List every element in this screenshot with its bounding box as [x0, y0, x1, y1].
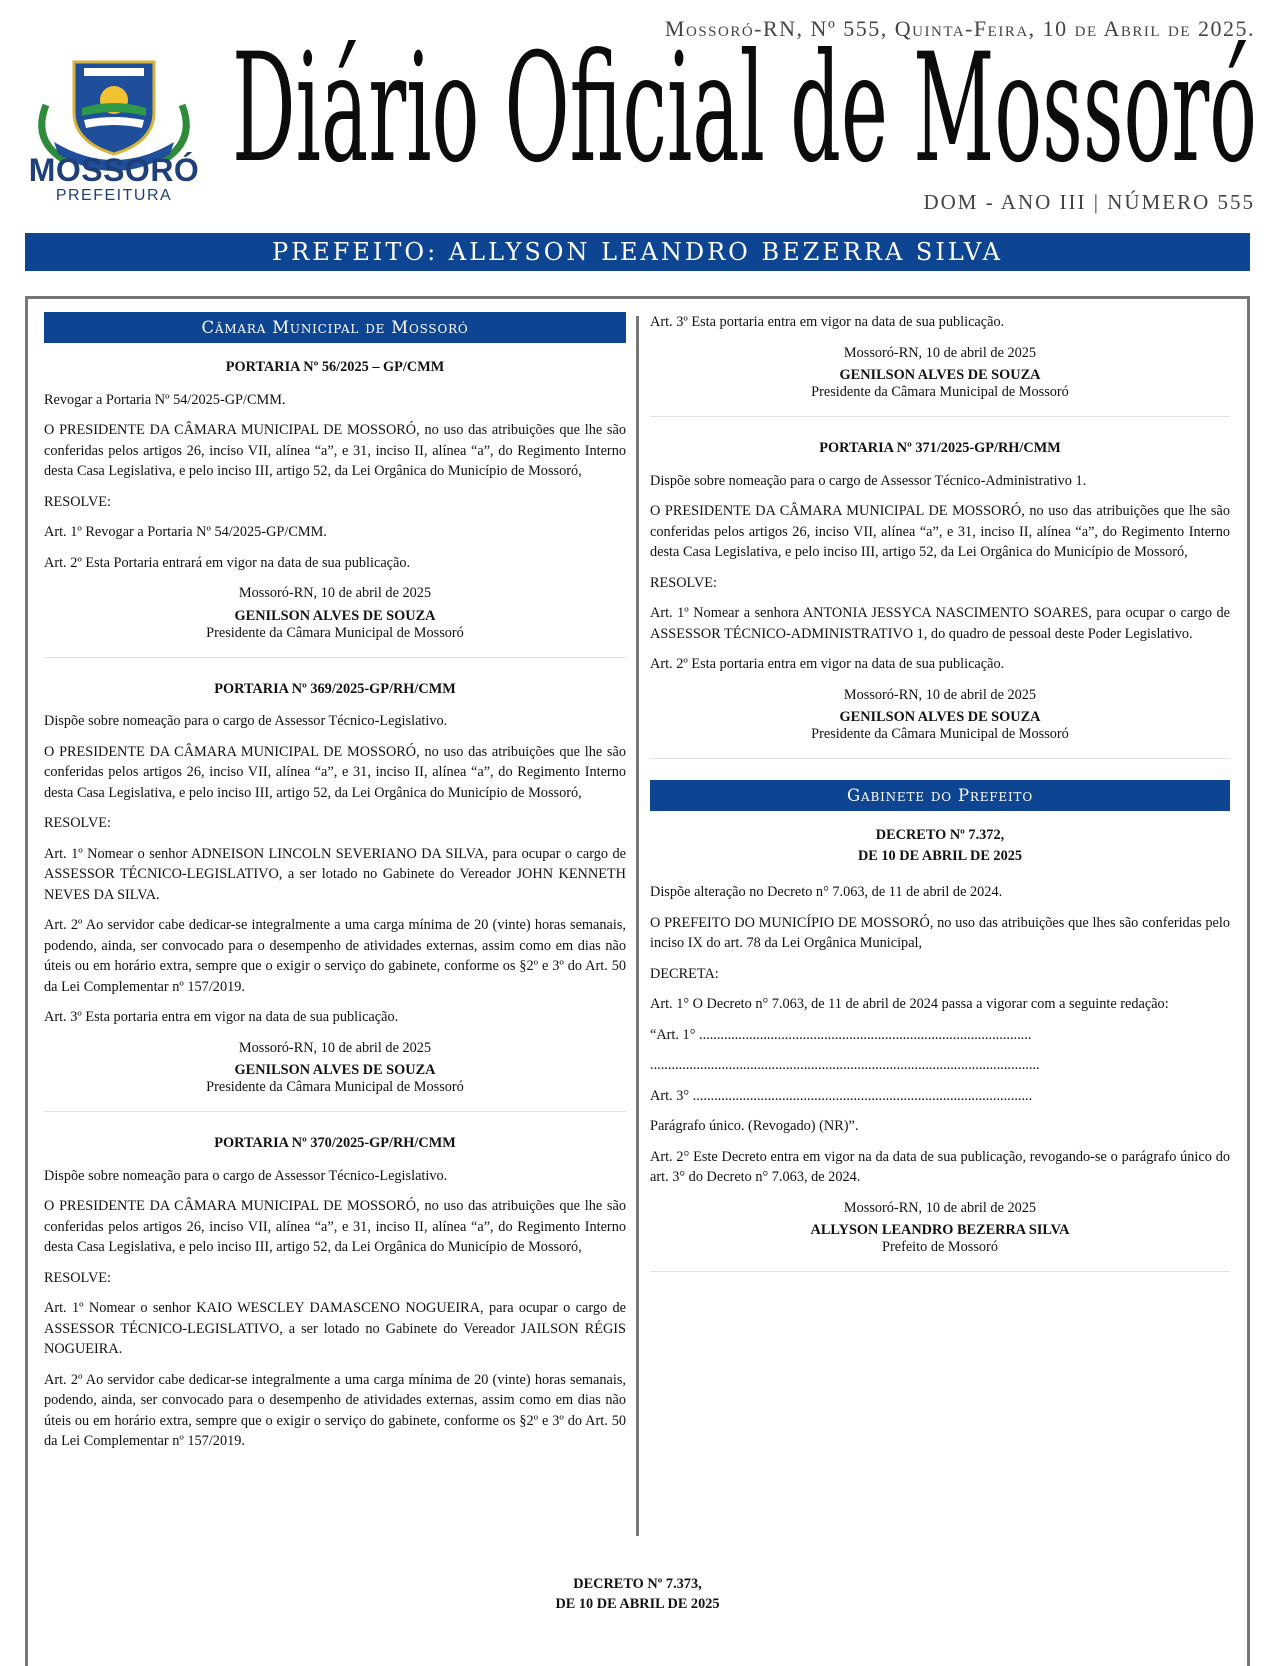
portaria-370-signer: GENILSON ALVES DE SOUZA — [839, 367, 1041, 383]
masthead-title — [232, 30, 1257, 180]
portaria-370-art3: Art. 3º Esta portaria entra em vigor na data de sua publicação. — [650, 314, 1005, 330]
column-divider — [636, 316, 639, 1536]
section-header-camara: Câmara Municipal de Mossoró — [44, 312, 626, 343]
logo-subtitle: PREFEITURA — [55, 187, 173, 204]
separator — [44, 657, 626, 658]
edition-number-line: DOM - ANO III | NÚMERO 555 — [923, 190, 1255, 214]
portaria-371-preamble: O PRESIDENTE DA CÂMARA MUNICIPAL DE MOSSORÓ, no uso das atribuições que lhe são conferidas pelos artigos 26, inciso VII, alínea “a”, e 31, inciso II, alínea “a”, do Regimento Interno desta Casa Legislativa, e pelo inciso III, artigo 52, da Lei Orgânica do Município de Mossoró, — [650, 503, 1230, 560]
portaria-369-preamble: O PRESIDENTE DA CÂMARA MUNICIPAL DE MOSSORÓ, no uso das atribuições que lhe são conferidas pelos artigos 26, inciso VII, alínea “a”, e 31, inciso II, alínea “a”, do Regimento Interno desta Casa Legislativa, e pelo inciso III, artigo 52, da Lei Orgânica do Município de Mossoró, — [44, 743, 626, 801]
portaria-370-resolve: RESOLVE: — [44, 1269, 111, 1286]
decreto-7372-quote-paragraph: Parágrafo único. (Revogado) (NR)”. — [650, 1118, 859, 1134]
portaria-56-place-date: Mossoró-RN, 10 de abril de 2025 — [238, 585, 432, 601]
right-column — [650, 312, 1230, 1293]
issue-date-line: Mossoró-RN, Nº 555, Quinta-Feira, 10 de Abril de 2025. — [664, 16, 1255, 41]
decreto-7372-quote-art1: “Art. 1° ............................................................................................. — [650, 1026, 1032, 1043]
portaria-56-title: PORTARIA Nº 56/2025 – GP/CMM — [225, 359, 445, 375]
portaria-370-title: PORTARIA Nº 370/2025-GP/RH/CMM — [214, 1135, 456, 1151]
decreto-7372-title — [650, 825, 1230, 866]
portaria-369-signer-role: Presidente da Câmara Municipal de Mossoró — [206, 1079, 464, 1095]
logo-wordmark: MOSSORÓ — [28, 152, 200, 188]
portaria-369-title: PORTARIA Nº 369/2025-GP/RH/CMM — [214, 680, 456, 697]
decreto-7372-art2: Art. 2° Este Decreto entra em vigor na da data de sua publicação, revogando-se o parágrafo único do art. 3° do Decreto n° 7.063, de 2024. — [650, 1148, 1230, 1185]
portaria-369-art2: Art. 2º Ao servidor cabe dedicar-se integralmente a uma carga mínima de 20 (vinte) horas semanais, podendo, ainda, ser convocado para o desempenho de atividades externas, assim como em dias não úteis ou em horário extra, sempre que o exigir o serviço do gabinete, conforme os §2º e 3º do Art. 50 da Lei Complementar nº 157/2019. — [44, 917, 626, 995]
portaria-371-title: PORTARIA Nº 371/2025-GP/RH/CMM — [819, 440, 1061, 456]
decreto-7373-title-line1: DECRETO Nº 7.373, — [573, 1576, 702, 1592]
decreto-7372-place-date: Mossoró-RN, 10 de abril de 2025 — [843, 1199, 1037, 1216]
portaria-56-art1: Art. 1º Revogar a Portaria Nº 54/2025-GP/CMM. — [44, 524, 327, 540]
portaria-370-summary: Dispõe sobre nomeação para o cargo de Assessor Técnico-Legislativo. — [44, 1167, 448, 1184]
decreto-7372-quote-ellipsis: ............................................................................................................. — [650, 1057, 1040, 1073]
portaria-369-summary: Dispõe sobre nomeação para o cargo de Assessor Técnico-Legislativo. — [44, 713, 448, 729]
decreto-7372-signer-role: Prefeito de Mossoró — [882, 1239, 998, 1255]
mayor-banner: PREFEITO: ALLYSON LEANDRO BEZERRA SILVA — [25, 233, 1250, 271]
portaria-56-summary: Revogar a Portaria Nº 54/2025-GP/CMM. — [44, 391, 286, 408]
svg-text:Diário Oficial de Mossoró: Diário Oficial de Mossoró — [232, 30, 1257, 180]
decreto-7372-summary: Dispõe alteração no Decreto n° 7.063, de 11 de abril de 2024. — [650, 884, 1003, 900]
portaria-371-art2: Art. 2º Esta portaria entra em vigor na data de sua publicação. — [650, 656, 1005, 672]
decreto-7372-title-line1: DECRETO Nº 7.372, — [875, 827, 1005, 843]
portaria-371-resolve: RESOLVE: — [650, 574, 717, 591]
portaria-56-signer-role: Presidente da Câmara Municipal de Mossoró — [206, 624, 464, 641]
portaria-371-place-date: Mossoró-RN, 10 de abril de 2025 — [843, 686, 1037, 703]
portaria-371-signer-role: Presidente da Câmara Municipal de Mossoró — [811, 726, 1069, 742]
decreto-7372-quote-art3: Art. 3° ............................................................................................... — [650, 1087, 1033, 1104]
portaria-369-art1: Art. 1º Nomear o senhor ADNEISON LINCOLN SEVERIANO DA SILVA, para ocupar o cargo de ASSESSOR TÉCNICO-LEGISLATIVO, a ser lotado no Gabinete do Vereador JOHN KENNETH NEVES DA SILVA. — [44, 845, 626, 903]
portaria-370-signer-role: Presidente da Câmara Municipal de Mossoró — [811, 384, 1069, 400]
decreto-7372-signer: ALLYSON LEANDRO BEZERRA SILVA — [810, 1222, 1070, 1238]
portaria-56-resolve: RESOLVE: — [44, 493, 111, 510]
separator — [650, 416, 1230, 417]
decreto-7372-title-line2: DE 10 DE ABRIL DE 2025 — [857, 847, 1023, 864]
portaria-56-preamble: O PRESIDENTE DA CÂMARA MUNICIPAL DE MOSSORÓ, no uso das atribuições que lhe são conferidas pelos artigos 26, inciso VII, alínea “a”, e 31, inciso II, alínea “a”, do Regimento Interno desta Casa Legislativa, e pelo inciso III, artigo 52, da Lei Orgânica do Município de Mossoró, — [44, 422, 626, 479]
separator — [44, 1111, 626, 1112]
portaria-370-preamble: O PRESIDENTE DA CÂMARA MUNICIPAL DE MOSSORÓ, no uso das atribuições que lhe são conferidas pelos artigos 26, inciso VII, alínea “a”, e 31, inciso II, alínea “a”, do Regimento Interno desta Casa Legislativa, e pelo inciso III, artigo 52, da Lei Orgânica do Município de Mossoró, — [44, 1198, 626, 1255]
section-header-gabinete: Gabinete do Prefeito — [650, 780, 1230, 811]
portaria-369-resolve: RESOLVE: — [44, 815, 111, 831]
portaria-369-place-date: Mossoró-RN, 10 de abril de 2025 — [238, 1039, 432, 1056]
portaria-370-place-date: Mossoró-RN, 10 de abril de 2025 — [843, 344, 1037, 361]
portaria-56-signer: GENILSON ALVES DE SOUZA — [234, 607, 436, 624]
decreto-7372-decreta: DECRETA: — [650, 965, 719, 982]
portaria-371-summary: Dispõe sobre nomeação para o cargo de Assessor Técnico-Administrativo 1. — [650, 472, 1087, 489]
decreto-7373-title — [0, 1574, 1275, 1614]
left-column — [44, 312, 626, 1462]
portaria-369-signer: GENILSON ALVES DE SOUZA — [234, 1062, 436, 1078]
portaria-371-art1: Art. 1º Nomear a senhora ANTONIA JESSYCA NASCIMENTO SOARES, para ocupar o cargo de ASSESSOR TÉCNICO-ADMINISTRATIVO 1, do quadro de pessoal deste Poder Legislativo. — [650, 605, 1230, 642]
decreto-7373-title-line2: DE 10 DE ABRIL DE 2025 — [555, 1596, 720, 1612]
portaria-371-signer: GENILSON ALVES DE SOUZA — [839, 709, 1041, 725]
separator — [650, 1271, 1230, 1272]
portaria-369-art3: Art. 3º Esta portaria entra em vigor na data de sua publicação. — [44, 1009, 399, 1025]
decreto-7372-art1: Art. 1° O Decreto n° 7.063, de 11 de abril de 2024 passa a vigorar com a seguinte redação: — [650, 996, 1169, 1012]
portaria-370-art1: Art. 1º Nomear o senhor KAIO WESCLEY DAMASCENO NOGUEIRA, para ocupar o cargo de ASSESSOR TÉCNICO-LEGISLATIVO, a ser lotado no Gabinete do Vereador JAILSON RÉGIS NOGUEIRA. — [44, 1300, 626, 1357]
portaria-56-art2: Art. 2º Esta Portaria entrará em vigor na data de sua publicação. — [44, 554, 411, 571]
separator — [650, 758, 1230, 759]
portaria-370-art2: Art. 2º Ao servidor cabe dedicar-se integralmente a uma carga mínima de 20 (vinte) horas semanais, podendo, ainda, ser convocado para o desempenho de atividades externas, assim como em dias não úteis ou em horário extra, sempre que o exigir o serviço do gabinete, conforme os §2º e 3º do Art. 50 da Lei Complementar nº 157/2019. — [44, 1371, 626, 1449]
decreto-7372-preamble: O PREFEITO DO MUNICÍPIO DE MOSSORÓ, no uso das atribuições que lhes são conferidas pelo inciso IX do art. 78 da Lei Orgânica Municipal, — [650, 914, 1230, 951]
